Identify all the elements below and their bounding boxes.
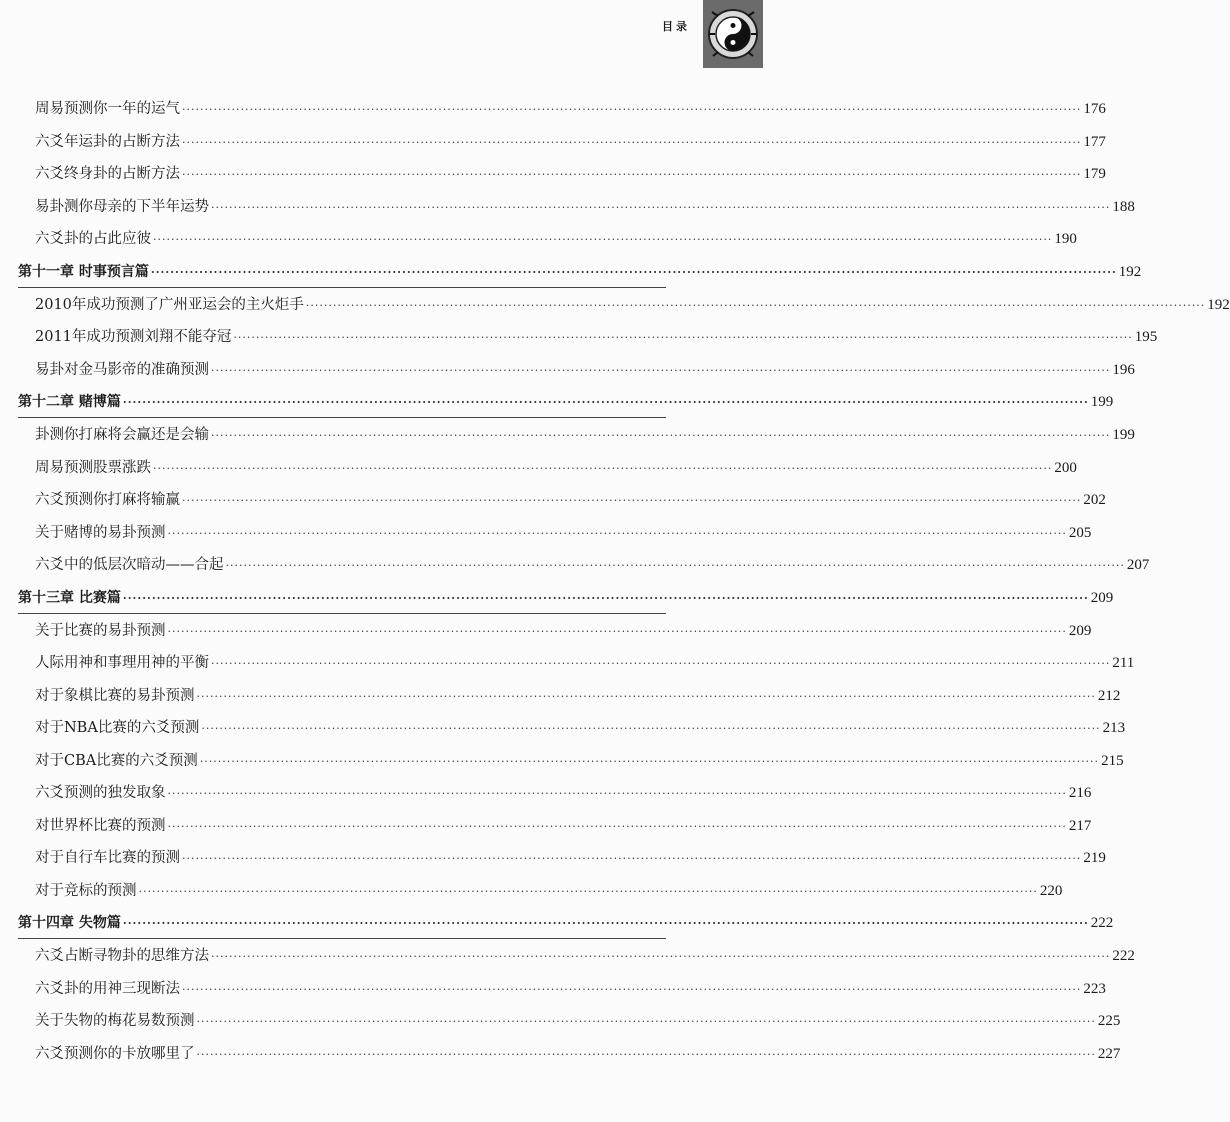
toc-title: 周易预测股票涨跌	[35, 459, 151, 476]
toc-entry[interactable]	[35, 451, 1077, 484]
toc-entry[interactable]	[35, 776, 1092, 809]
toc-page-number: 209	[1068, 622, 1092, 639]
running-header: 目录	[662, 20, 690, 33]
toc-entry[interactable]	[35, 418, 1135, 451]
toc-page-number: 217	[1068, 817, 1092, 834]
toc-title: 对于象棋比赛的易卦预测	[35, 687, 195, 704]
dot-leader: ········································································································································································································	[211, 429, 1111, 442]
dot-leader: ········································································································································································································	[201, 722, 1101, 735]
dot-leader: ········································································································································································································	[153, 233, 1053, 246]
toc-page-number: 219	[1083, 850, 1106, 866]
toc-entry[interactable]	[35, 92, 1106, 125]
toc-row-content	[35, 125, 1106, 151]
table-of-contents	[18, 92, 1230, 1069]
dot-leader: ········································································································································································································	[225, 559, 1125, 572]
toc-title: 第十二章 赌博篇	[18, 394, 121, 410]
toc-page-number: 222	[1090, 915, 1114, 931]
toc-page-number: 192	[1207, 296, 1230, 313]
toc-row-content	[35, 548, 1150, 574]
toc-row-content	[35, 157, 1106, 183]
dot-leader: ········································································································································································································	[196, 689, 1096, 703]
dot-leader: ········································································································································································································	[182, 168, 1082, 181]
toc-row-content	[35, 1004, 1121, 1030]
toc-row-content	[35, 288, 1230, 314]
toc-title: 第十四章 失物篇	[18, 915, 121, 931]
toc-page-number: 192	[1118, 263, 1142, 280]
toc-title: 关于赌博的易卦预测	[35, 524, 166, 541]
toc-entry[interactable]	[35, 157, 1106, 190]
toc-entry[interactable]	[35, 288, 1230, 321]
dot-leader: ········································································································································································································	[182, 494, 1082, 507]
toc-page-number: 213	[1102, 720, 1126, 736]
taiji-emblem-icon	[703, 0, 763, 68]
toc-row-content	[35, 939, 1135, 965]
toc-title: 易卦测你母亲的下半年运势	[35, 198, 209, 215]
dot-leader: ········································································································································································································	[211, 657, 1111, 670]
toc-page-number: 209	[1090, 589, 1114, 606]
toc-row-content	[35, 711, 1126, 737]
toc-page-number: 199	[1112, 427, 1135, 443]
toc-page-number: 200	[1054, 459, 1077, 476]
toc-row-content	[35, 516, 1092, 542]
toc-row-content	[35, 418, 1135, 444]
toc-row-content	[35, 451, 1077, 477]
dot-leader: ········································································································································································································	[138, 884, 1038, 898]
toc-title: 关于失物的梅花易数预测	[35, 1013, 195, 1029]
dot-leader: ········································································································································································································	[199, 754, 1100, 768]
toc-title: 对世界杯比赛的预测	[35, 817, 166, 834]
toc-row-content	[35, 874, 1063, 900]
dot-leader: ········································································································································································································	[167, 526, 1067, 540]
toc-entry[interactable]	[35, 320, 1158, 353]
toc-chapter[interactable]	[18, 255, 1142, 288]
toc-page-number: 179	[1083, 166, 1106, 182]
toc-row-content	[18, 385, 1114, 411]
toc-page-number: 202	[1083, 492, 1106, 508]
toc-entry[interactable]	[35, 614, 1092, 647]
toc-page-number: 215	[1101, 752, 1124, 769]
dot-leader: ········································································································································································································	[182, 103, 1082, 116]
toc-title: 关于比赛的易卦预测	[35, 622, 166, 639]
toc-row-content	[35, 92, 1106, 118]
toc-title: 六爻预测你打麻将输赢	[35, 492, 180, 508]
toc-title: 六爻卦的占此应彼	[35, 231, 151, 247]
toc-entry[interactable]	[35, 646, 1135, 679]
toc-page-number: 222	[1112, 948, 1135, 964]
toc-page-number: 196	[1112, 361, 1135, 378]
toc-title: 六爻终身卦的占断方法	[35, 166, 180, 182]
toc-title: 第十一章 时事预言篇	[18, 263, 149, 280]
toc-page-number: 212	[1097, 687, 1121, 704]
toc-title: 六爻中的低层次暗动——合起	[35, 557, 224, 573]
dot-leader: ········································································································································································································	[196, 1047, 1096, 1061]
toc-page-number: 227	[1097, 1045, 1121, 1062]
toc-entry[interactable]	[35, 744, 1124, 777]
dot-leader: ········································································································································································································	[211, 200, 1111, 214]
toc-row-content	[35, 776, 1092, 802]
toc-entry[interactable]	[35, 939, 1135, 972]
toc-row-content	[35, 320, 1158, 346]
dot-leader: ········································································································································································································	[167, 787, 1067, 800]
toc-page-number: 205	[1068, 524, 1092, 541]
toc-page-number: 195	[1134, 329, 1158, 345]
toc-title: 人际用神和事理用神的平衡	[35, 655, 209, 671]
toc-title: 周易预测你一年的运气	[35, 101, 180, 117]
toc-entry[interactable]	[35, 125, 1106, 158]
toc-entry[interactable]	[35, 548, 1150, 581]
toc-page-number: 176	[1083, 101, 1106, 117]
toc-entry[interactable]	[35, 841, 1106, 874]
toc-row-content	[35, 679, 1121, 705]
toc-title: 六爻预测的独发取象	[35, 785, 166, 801]
toc-entry[interactable]	[35, 353, 1135, 386]
toc-entry[interactable]	[35, 972, 1106, 1005]
toc-page-number: 188	[1112, 198, 1135, 215]
toc-page-number: 220	[1039, 882, 1063, 899]
toc-title: 六爻年运卦的占断方法	[35, 133, 180, 150]
toc-title: 对于自行车比赛的预测	[35, 850, 180, 866]
toc-page-number: 177	[1083, 133, 1106, 150]
dot-leader: ········································································································································································································	[122, 591, 1089, 605]
dot-leader: ········································································································································································································	[153, 461, 1053, 475]
toc-row-content	[35, 646, 1135, 672]
toc-page-number: 199	[1090, 394, 1114, 410]
toc-title: 对于CBA比赛的六爻预测	[35, 752, 198, 769]
toc-page-number: 211	[1112, 655, 1135, 671]
toc-row-content	[35, 190, 1135, 216]
toc-row-content	[35, 222, 1077, 248]
dot-leader: ········································································································································································································	[182, 852, 1082, 865]
toc-title: 六爻预测你的卡放哪里了	[35, 1045, 195, 1062]
toc-row-content	[18, 255, 1142, 281]
toc-entry[interactable]	[35, 874, 1063, 907]
toc-entry[interactable]	[35, 190, 1135, 223]
toc-row-content	[35, 809, 1092, 835]
toc-page-number: 223	[1083, 980, 1106, 997]
dot-leader: ········································································································································································································	[122, 396, 1089, 409]
toc-page-number: 216	[1068, 785, 1092, 801]
toc-title: 六爻卦的用神三现断法	[35, 980, 180, 997]
toc-entry[interactable]	[35, 516, 1092, 549]
toc-row-content	[35, 972, 1106, 998]
toc-title: 第十三章 比赛篇	[18, 589, 121, 606]
toc-title: 对于NBA比赛的六爻预测	[35, 720, 200, 736]
toc-row-content	[35, 483, 1106, 509]
toc-page-number: 190	[1054, 231, 1077, 247]
dot-leader: ········································································································································································································	[182, 135, 1082, 149]
toc-title: 卦测你打麻将会赢还是会输	[35, 427, 209, 443]
toc-title: 六爻占断寻物卦的思维方法	[35, 948, 209, 964]
toc-chapter[interactable]	[18, 906, 1114, 939]
toc-row-content	[35, 841, 1106, 867]
dot-leader: ········································································································································································································	[167, 819, 1067, 833]
toc-entry[interactable]	[35, 711, 1126, 744]
toc-entry[interactable]	[35, 679, 1121, 712]
toc-row-content	[35, 353, 1135, 379]
toc-row-content	[35, 1037, 1121, 1063]
dot-leader: ········································································································································································································	[211, 950, 1111, 963]
toc-entry[interactable]	[35, 1004, 1121, 1037]
toc-entry[interactable]	[35, 1037, 1121, 1070]
dot-leader: ········································································································································································································	[233, 331, 1133, 344]
toc-title: 易卦对金马影帝的准确预测	[35, 361, 209, 378]
toc-title: 2011年成功预测刘翔不能夺冠	[35, 329, 232, 345]
dot-leader: ········································································································································································································	[122, 917, 1089, 930]
toc-title: 对于竞标的预测	[35, 882, 137, 899]
toc-page-number: 207	[1126, 557, 1150, 573]
dot-leader: ········································································································································································································	[167, 624, 1067, 638]
toc-page-number: 225	[1097, 1013, 1121, 1029]
dot-leader: ········································································································································································································	[182, 982, 1082, 996]
toc-entry[interactable]	[35, 222, 1077, 255]
toc-entry[interactable]	[35, 809, 1092, 842]
toc-chapter[interactable]	[18, 581, 1114, 614]
toc-row-content	[18, 906, 1114, 932]
toc-chapter[interactable]	[18, 385, 1114, 418]
dot-leader: ········································································································································································································	[150, 265, 1117, 279]
toc-row-content	[18, 581, 1114, 607]
dot-leader: ········································································································································································································	[211, 363, 1111, 377]
dot-leader: ········································································································································································································	[305, 298, 1206, 312]
dot-leader: ········································································································································································································	[196, 1015, 1096, 1028]
toc-entry[interactable]	[35, 483, 1106, 516]
toc-title: 2010年成功预测了广州亚运会的主火炬手	[35, 296, 304, 313]
toc-row-content	[35, 614, 1092, 640]
toc-row-content	[35, 744, 1124, 770]
